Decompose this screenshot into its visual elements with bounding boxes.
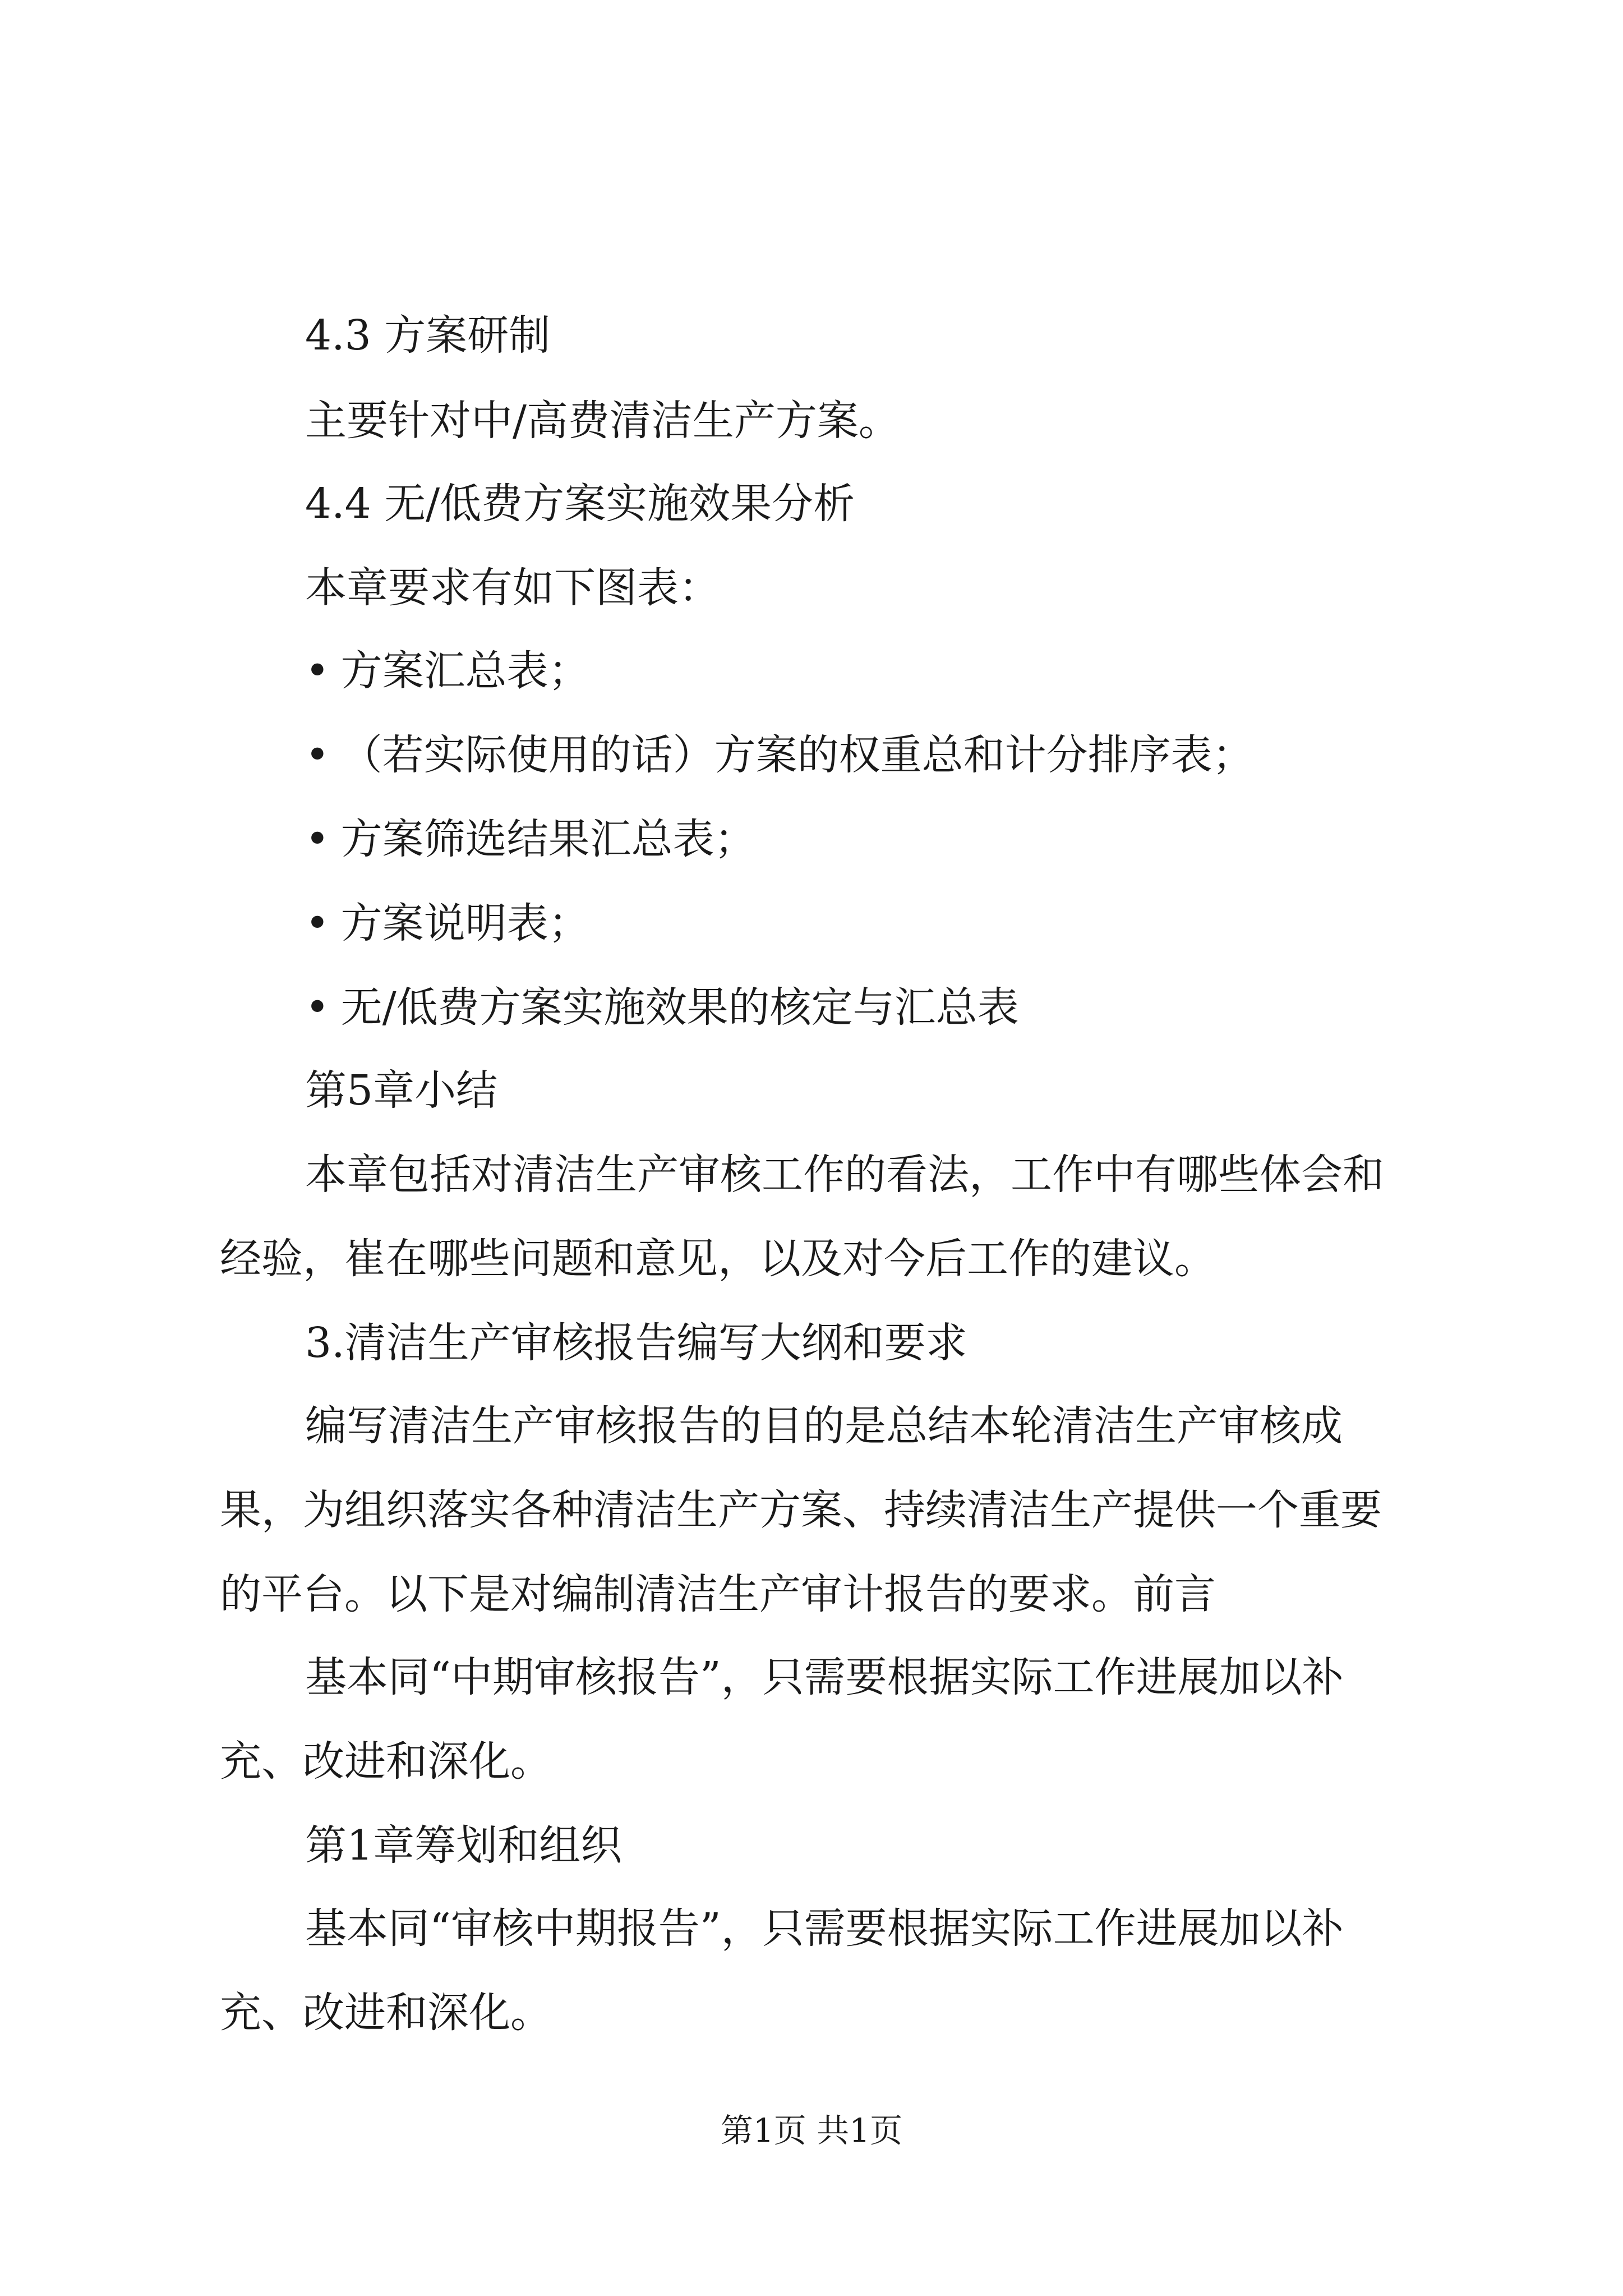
paragraph: 经验，崔在哪些问题和意见，以及对今后工作的建议。 [220,1235,1216,1283]
bullet-icon: • [305,815,330,863]
bullet-list-item [305,643,590,699]
bullet-icon: • [305,647,330,695]
paragraph: 本章要求有如下图表： [305,564,720,612]
chapter-heading-1: 第1章筹划和组织 [305,1821,623,1870]
bullet-text: 方案汇总表； [340,647,590,695]
paragraph: 的平台。以下是对编制清洁生产审计报告的要求。前言 [220,1570,1216,1618]
paragraph: 编写清洁生产审核报告的目的是总结本轮清洁生产审核成 [305,1402,1343,1450]
section-heading-4-4: 4.4 无/低费方案实施效果分析 [305,480,855,528]
paragraph: 充、改进和深化。 [220,1737,552,1786]
paragraph: 果，为组织落实各种清洁生产方案、持续清洁生产提供一个重要 [220,1486,1382,1534]
bullet-text: 方案说明表； [340,899,590,947]
bullet-icon: • [305,983,330,1032]
bullet-list-item [305,727,1254,783]
paragraph: 主要针对中/高费清洁生产方案。 [305,397,900,445]
paragraph: 充、改进和深化。 [220,1989,552,2037]
bullet-list-item [305,811,756,867]
bullet-icon: • [305,899,330,947]
bullet-text: 无/低费方案实施效果的核定与汇总表 [340,983,1019,1032]
bullet-text: （若实际使用的话）方案的权重总和计分排序表； [340,731,1254,779]
bullet-list-item [305,895,590,951]
page-footer: 第1页 共1页 [720,2111,903,2150]
section-heading-3: 3.清洁生产审核报告编写大纲和要求 [305,1319,967,1367]
bullet-icon: • [305,731,330,779]
paragraph: 本章包括对清洁生产审核工作的看法，工作中有哪些体会和 [305,1151,1384,1199]
bullet-list-item [305,979,1019,1036]
chapter-heading-5: 第5章小结 [305,1066,498,1115]
bullet-text: 方案筛选结果汇总表； [340,815,756,863]
paragraph: 基本同“中期审核报告”，只需要根据实际工作进展加以补 [305,1653,1344,1701]
paragraph: 基本同“审核中期报告”，只需要根据实际工作进展加以补 [305,1904,1344,1953]
section-heading-4-3: 4.3 方案研制 [305,311,551,360]
